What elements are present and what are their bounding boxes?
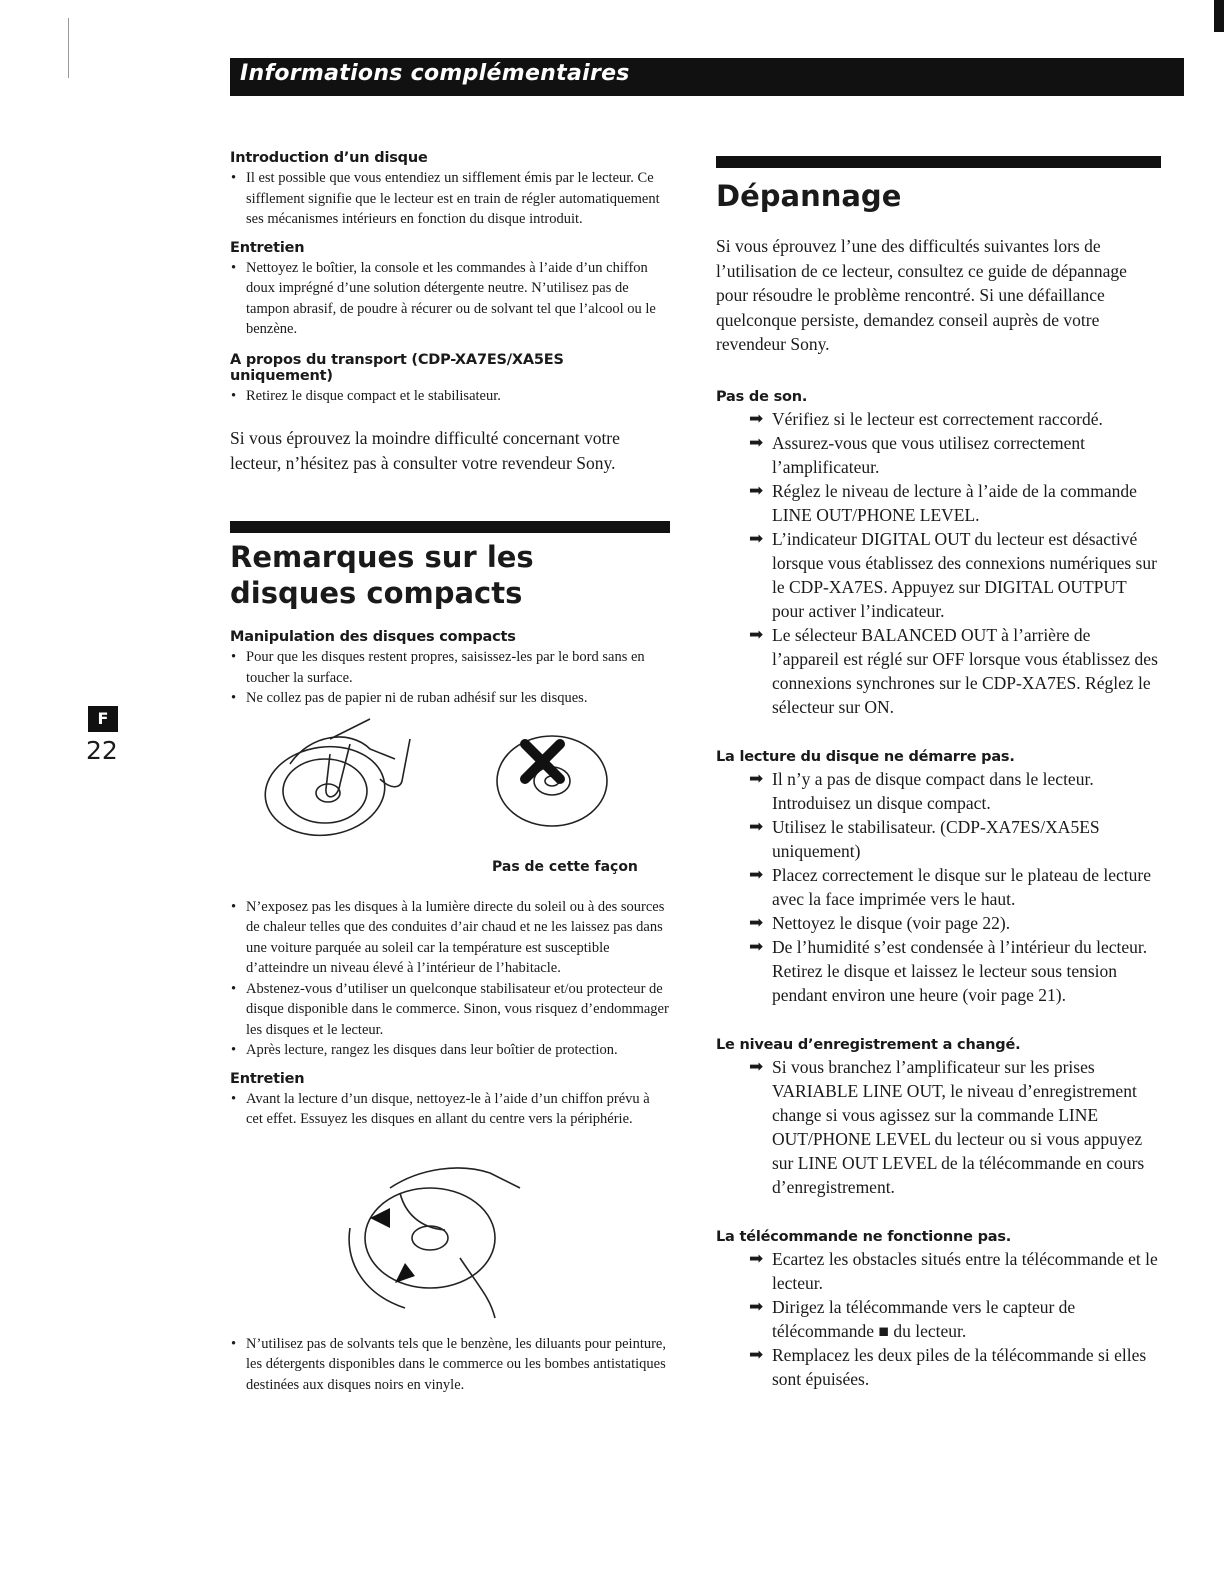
arrow-icon: ➡ [749,528,764,549]
list-item: ➡ Vérifiez si le lecteur est correctement raccordé. [749,408,1103,429]
arrow-icon: ➡ [749,912,764,933]
list-entretien [230,258,670,340]
list-item: • Abstenez-vous d’utiliser un quelconque stabilisateur et/ou protecteur de disque disponible dans le commerce. Sinon, vous risquez d’endommager les disques et le lecteur. [230,979,670,1041]
heading-niveau: Le niveau d’enregistrement a changé. [716,1036,1021,1053]
arrow-icon: ➡ [749,768,764,789]
figure-caption: Pas de cette façon [492,858,638,875]
list-lecture [716,767,1161,1007]
heading-transport: A propos du transport (CDP-XA7ES/XA5ES uniquement) [230,351,564,384]
arrow-icon: ➡ [749,408,764,429]
page-number: 22 [86,736,118,765]
list-telecommande [716,1247,1161,1391]
list-item: • Après lecture, rangez les disques dans leur boîtier de protection. [230,1040,670,1061]
section-title-remarques: Remarques sur les disques compacts [230,540,534,610]
list-item: • Nettoyez le boîtier, la console et les commandes à l’aide d’un chiffon doux imprégné d’une solution détergente neutre. N’utilisez pas de tampon abrasif, de poudre à récurer ou de solvant tel que l’alcool ou le benzène. [230,258,670,340]
list-item: • N’utilisez pas de solvants tels que le benzène, les diluants pour peinture, les détergents disponibles dans le commerce ou les bombes antistatiques destinées aux disques noirs en vinyle. [230,1334,670,1396]
list-niveau [716,1055,1161,1199]
list-pas-de-son [716,407,1161,719]
list-item: ➡ Remplacez les deux piles de la télécommande si elles sont épuisées. [749,1344,1147,1389]
arrow-icon: ➡ [749,480,764,501]
cross-mark-icon [525,744,560,779]
list-precautions [230,897,670,1061]
note-paragraph: Si vous éprouvez la moindre difficulté concernant votre lecteur, n’hésitez pas à consulter votre revendeur Sony. [230,428,620,473]
disc-handling-figure [230,709,670,879]
heading-entretien-2: Entretien [230,1070,305,1087]
direction-arrow-icon [370,1208,415,1283]
section-title-depannage: Dépannage [716,179,902,213]
heading-telecommande: La télécommande ne fonctionne pas. [716,1228,1012,1245]
section-banner [230,58,1184,96]
list-entretien-2 [230,1089,670,1130]
list-item: ➡ De l’humidité s’est condensée à l’intérieur du lecteur. Retirez le disque et laissez le lecteur sous tension pendant environ une heure (voir page 21). [749,936,1148,1005]
list-item: ➡ Il n’y a pas de disque compact dans le lecteur. Introduisez un disque compact. [749,768,1094,813]
cleaning-illustration [230,1148,670,1323]
list-item: ➡ L’indicateur DIGITAL OUT du lecteur est désactivé lorsque vous établissez des connexions numériques sur le CDP-XA7ES. Appuyez sur DIGITAL OUTPUT pour activer l’indicateur. [749,528,1157,621]
left-column [230,150,670,1395]
arrow-icon: ➡ [749,432,764,453]
list-transport [230,386,670,407]
disc-illustration [230,709,670,859]
list-item: ➡ Dirigez la télécommande vers le capteur de télécommande ■ du lecteur. [749,1296,1076,1341]
list-item: ➡ Si vous branchez l’amplificateur sur les prises VARIABLE LINE OUT, le niveau d’enregistrement change si vous agissez sur la commande LINE OUT/PHONE LEVEL du lecteur ou si vous appuyez sur LINE OUT LEVEL de la télécommande en cours d’enregistrement. [749,1056,1145,1197]
arrow-icon: ➡ [749,864,764,885]
heading-entretien: Entretien [230,239,305,256]
arrow-icon: ➡ [749,1056,764,1077]
heading-introduction: Introduction d’un disque [230,150,428,166]
list-item: ➡ Assurez-vous que vous utilisez correctement l’amplificateur. [749,432,1085,477]
list-item: • N’exposez pas les disques à la lumière directe du soleil ou à des sources de chaleur telles que des conduites d’air chaud et ne les laissez pas dans une voiture parquée au soleil car la température est susceptible d’atteindre un niveau élevé à l’intérieur de l’habitacle. [230,897,670,979]
list-item: ➡ Utilisez le stabilisateur. (CDP-XA7ES/XA5ES uniquement) [749,816,1100,861]
heading-lecture: La lecture du disque ne démarre pas. [716,748,1015,765]
heading-pas-de-son: Pas de son. [716,388,808,405]
arrow-icon: ➡ [749,1344,764,1365]
list-manipulation [230,647,670,709]
intro-paragraph: Si vous éprouvez l’une des difficultés suivantes lors de l’utilisation de ce lecteur, consultez ce guide de dépannage pour résoudre le problème rencontré. Si une défaillance quelconque persiste, demandez conseil auprès de votre revendeur Sony. [716,236,1127,354]
list-introduction [230,168,670,230]
list-item: ➡ Réglez le niveau de lecture à l’aide de la commande LINE OUT/PHONE LEVEL. [749,480,1137,525]
arrow-icon: ➡ [749,624,764,645]
list-item: ➡ Placez correctement le disque sur le plateau de lecture avec la face imprimée vers le haut. [749,864,1151,909]
list-solvants [230,1334,670,1396]
edge-mark [1214,0,1224,32]
heading-manipulation: Manipulation des disques compacts [230,629,516,645]
right-column [716,150,1161,1391]
list-item: ➡ Ecartez les obstacles situés entre la télécommande et le lecteur. [749,1248,1158,1293]
section-rule [716,156,1161,168]
arrow-icon: ➡ [749,936,764,957]
list-item: ➡ Le sélecteur BALANCED OUT à l’arrière de l’appareil est réglé sur OFF lorsque vous établissez des connexions synchrones sur le CDP-XA7ES. Réglez le sélecteur sur ON. [749,624,1158,717]
language-tab: F [88,706,118,732]
list-item: • Avant la lecture d’un disque, nettoyez-le à l’aide d’un chiffon prévu à cet effet. Essuyez les disques en allant du centre vers la périphérie. [230,1089,670,1130]
disc-cleaning-figure [230,1148,670,1328]
arrow-icon: ➡ [749,1296,764,1317]
arrow-icon: ➡ [749,1248,764,1269]
section-rule [230,521,670,533]
list-item: • Pour que les disques restent propres, saisissez-les par le bord sans en toucher la surface. [230,647,670,688]
list-item: • Retirez le disque compact et le stabilisateur. [230,386,670,407]
banner-title: Informations complémentaires [240,61,630,86]
scan-artifact [68,18,69,78]
list-item: • Il est possible que vous entendiez un sifflement émis par le lecteur. Ce sifflement signifie que le lecteur est en train de régler automatiquement ses mécanismes intérieurs en fonction du disque introduit. [230,168,670,230]
list-item: ➡ Nettoyez le disque (voir page 22). [749,912,1011,933]
arrow-icon: ➡ [749,816,764,837]
list-item: • Ne collez pas de papier ni de ruban adhésif sur les disques. [230,688,670,709]
